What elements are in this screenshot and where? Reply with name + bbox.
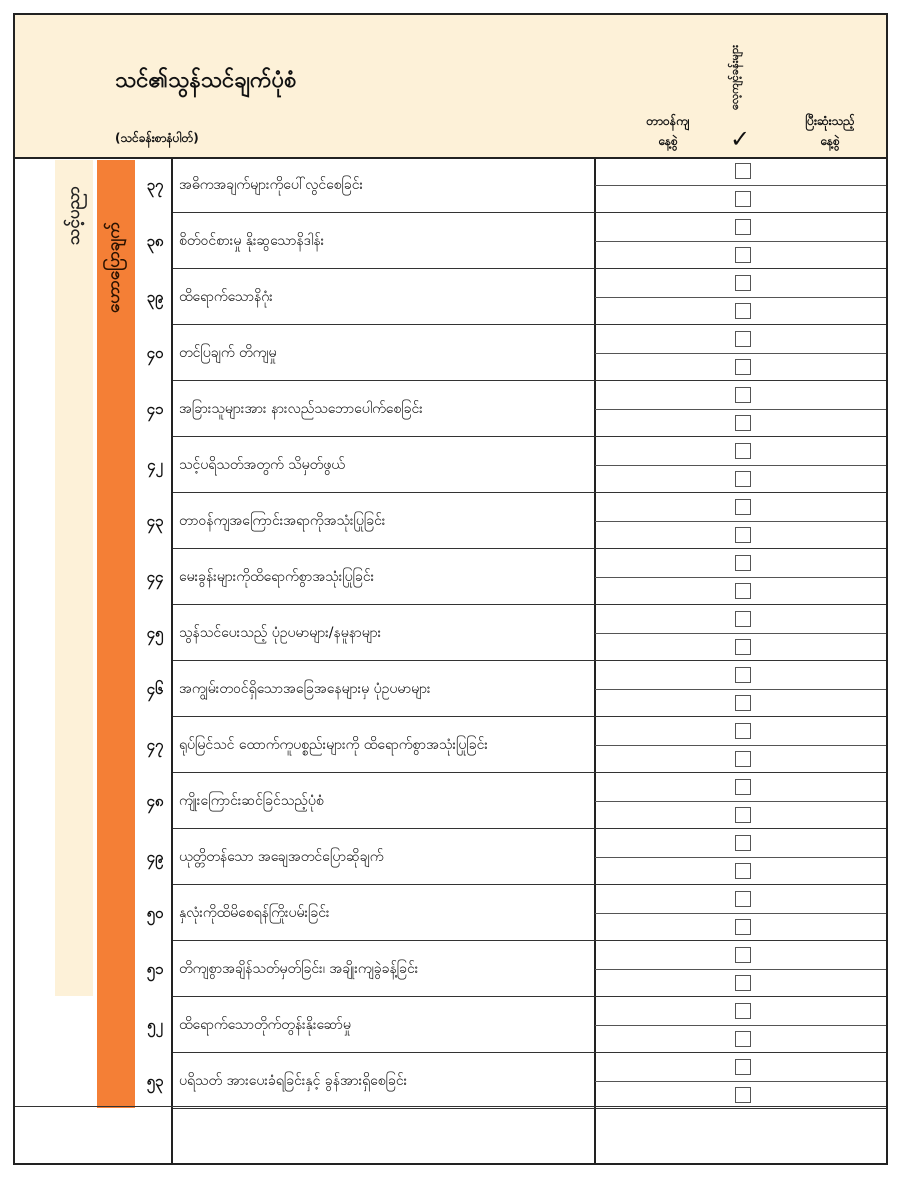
exercise-checkbox[interactable] <box>735 219 751 235</box>
row-half-divider <box>595 969 886 970</box>
lesson-title: တိကျစွာအချိန်သတ်မှတ်ခြင်း၊ အချိုးကျခွဲခန့်ခြင်း <box>179 961 419 977</box>
exercise-checkbox[interactable] <box>735 387 751 403</box>
lesson-title: တာဝန်ကျအကြောင်းအရာကိုအသုံးပြုခြင်း <box>179 513 386 529</box>
table-row <box>15 549 886 605</box>
lesson-number: ၅၃ <box>146 1072 164 1090</box>
row-half-divider <box>595 801 886 802</box>
lesson-number: ၄၃ <box>146 512 164 530</box>
exercise-checkbox[interactable] <box>735 723 751 739</box>
exercise-checkbox[interactable] <box>735 779 751 795</box>
section-label-teaching: သင့်ပညာ <box>64 186 84 245</box>
lesson-title: ရုပ်မြင်သင် ထောက်ကူပစ္စည်းများကို ထိရောက်စွာအသုံးပြုခြင်း <box>179 737 488 753</box>
exercise-checkbox[interactable] <box>735 947 751 963</box>
lesson-number: ၅၀ <box>146 904 164 922</box>
exercise-checkbox[interactable] <box>735 415 751 431</box>
table-row <box>15 437 886 493</box>
exercise-checkbox[interactable] <box>735 1003 751 1019</box>
lesson-title: ကျိုးကြောင်းဆင်ခြင်သည့်ပုံစံ <box>179 793 324 809</box>
section-label-speech: ဟောပြောချက် <box>104 222 124 313</box>
lesson-number: ၄၄ <box>146 568 164 586</box>
completed-date-header: ပြီးဆုံးသည့် နေ့စွဲ <box>805 114 855 148</box>
exercise-checkbox[interactable] <box>735 443 751 459</box>
table-row <box>15 885 886 941</box>
lesson-number: ၄၁ <box>146 400 164 418</box>
form-header <box>15 15 886 159</box>
assigned-date-header: တာဝန်ကျ နေ့စွဲ <box>646 114 690 148</box>
exercise-checkbox[interactable] <box>735 639 751 655</box>
exercise-checkbox[interactable] <box>735 163 751 179</box>
lesson-number: ၄၈ <box>146 792 164 810</box>
exercise-checkbox[interactable] <box>735 667 751 683</box>
lesson-number: ၅၁ <box>146 960 164 978</box>
lesson-number-label: (သင်ခန်းစာနံပါတ်) <box>115 131 199 145</box>
row-half-divider <box>595 1081 886 1082</box>
row-half-divider <box>595 465 886 466</box>
exercise-checkbox[interactable] <box>735 919 751 935</box>
lesson-title: မေးခွန်းများကိုထိရောက်စွာအသုံးပြုခြင်း <box>179 569 375 585</box>
exercise-checkbox[interactable] <box>735 611 751 627</box>
exercises-header <box>698 15 778 157</box>
exercise-checkbox[interactable] <box>735 583 751 599</box>
lesson-number: ၄၅ <box>146 624 164 642</box>
exercise-checkbox[interactable] <box>735 1031 751 1047</box>
table-row <box>15 773 886 829</box>
row-half-divider <box>595 409 886 410</box>
lesson-title: အဓိကအချက်များကိုပေါ်လွင်စေခြင်း <box>179 177 364 193</box>
exercise-checkbox[interactable] <box>735 695 751 711</box>
lesson-title: စိတ်ဝင်စားမှု နိုးဆွသောနိဒါန်း <box>179 233 325 249</box>
lesson-title: သွန်သင်ပေးသည့် ပုံဥပမာများ/နမူနာများ <box>179 625 382 641</box>
table-row <box>15 325 886 381</box>
row-divider <box>173 1108 886 1109</box>
exercise-checkbox[interactable] <box>735 359 751 375</box>
row-half-divider <box>595 633 886 634</box>
exercise-checkbox[interactable] <box>735 471 751 487</box>
row-half-divider <box>595 185 886 186</box>
exercise-checkbox[interactable] <box>735 191 751 207</box>
row-half-divider <box>595 1025 886 1026</box>
exercise-checkbox[interactable] <box>735 891 751 907</box>
footer-divider <box>15 1106 886 1107</box>
row-half-divider <box>595 689 886 690</box>
lesson-number: ၃၉ <box>146 288 164 306</box>
row-half-divider <box>595 745 886 746</box>
lesson-title: သင့်ပရိသတ်အတွက် သိမှတ်ဖွယ် <box>179 457 345 473</box>
lesson-number: ၃၇ <box>146 176 164 194</box>
row-half-divider <box>595 577 886 578</box>
exercise-checkbox[interactable] <box>735 331 751 347</box>
lesson-number: ၄၇ <box>146 736 164 754</box>
table-row <box>15 1053 886 1109</box>
form-title: သင်၏သွန်သင်ချက်ပုံစံ <box>115 68 297 93</box>
exercise-checkbox[interactable] <box>735 751 751 767</box>
lesson-number: ၄၆ <box>146 680 164 698</box>
table-row <box>15 661 886 717</box>
lesson-number: ၄၀ <box>146 344 164 362</box>
lesson-title: တင်ပြချက် တိကျမှု <box>179 345 277 361</box>
exercise-checkbox[interactable] <box>735 303 751 319</box>
exercise-checkbox[interactable] <box>735 975 751 991</box>
study-form <box>13 13 888 1165</box>
lesson-title: အခြားသူများအား နားလည်သဘောပေါက်စေခြင်း <box>179 401 423 417</box>
exercise-checkbox[interactable] <box>735 555 751 571</box>
row-half-divider <box>595 353 886 354</box>
exercise-checkbox[interactable] <box>735 863 751 879</box>
lesson-title: နှလုံးကိုထိမိစေရန်ကြိုးပမ်းခြင်း <box>179 905 330 921</box>
lesson-title: ထိရောက်သောတိုက်တွန်းနိုးဆော်မှု <box>179 1017 351 1033</box>
lesson-number: ၅၂ <box>147 1016 163 1034</box>
row-half-divider <box>595 521 886 522</box>
table-row <box>15 493 886 549</box>
lesson-title: ထိရောက်သောနိဂုံး <box>179 289 273 305</box>
exercise-checkbox[interactable] <box>735 275 751 291</box>
lesson-title: အကျွမ်းတဝင်ရှိသောအခြေအနေများမှ ပုံဥပမာများ <box>179 681 431 697</box>
table-row <box>15 213 886 269</box>
exercise-checkbox[interactable] <box>735 527 751 543</box>
table-row <box>15 269 886 325</box>
table-row <box>15 941 886 997</box>
exercise-checkbox[interactable] <box>735 835 751 851</box>
table-row <box>15 997 886 1053</box>
exercise-checkbox[interactable] <box>735 499 751 515</box>
lesson-number: ၄၂ <box>147 456 163 474</box>
table-row <box>15 829 886 885</box>
row-half-divider <box>595 857 886 858</box>
table-row <box>15 157 886 213</box>
table-row <box>15 381 886 437</box>
lesson-number: ၄၉ <box>146 848 164 866</box>
exercise-checkbox[interactable] <box>735 247 751 263</box>
row-half-divider <box>595 913 886 914</box>
row-half-divider <box>595 241 886 242</box>
lesson-title: ပရိသတ် အားပေးခံရခြင်းနှင့် ခွန်အားရှိစေခြင်း <box>179 1073 408 1089</box>
table-row <box>15 717 886 773</box>
lesson-title: ယုတ္တိတန်သော အချေအတင်ပြောဆိုချက် <box>179 849 384 865</box>
exercise-checkbox[interactable] <box>735 1087 751 1103</box>
exercises-header-label: လေ့ကျင့်ခန်းများ <box>728 45 741 110</box>
lesson-number: ၃၈ <box>146 232 164 250</box>
row-half-divider <box>595 297 886 298</box>
table-row <box>15 605 886 661</box>
checkmark-icon: ✓ <box>730 125 751 153</box>
exercise-checkbox[interactable] <box>735 807 751 823</box>
exercise-checkbox[interactable] <box>735 1059 751 1075</box>
